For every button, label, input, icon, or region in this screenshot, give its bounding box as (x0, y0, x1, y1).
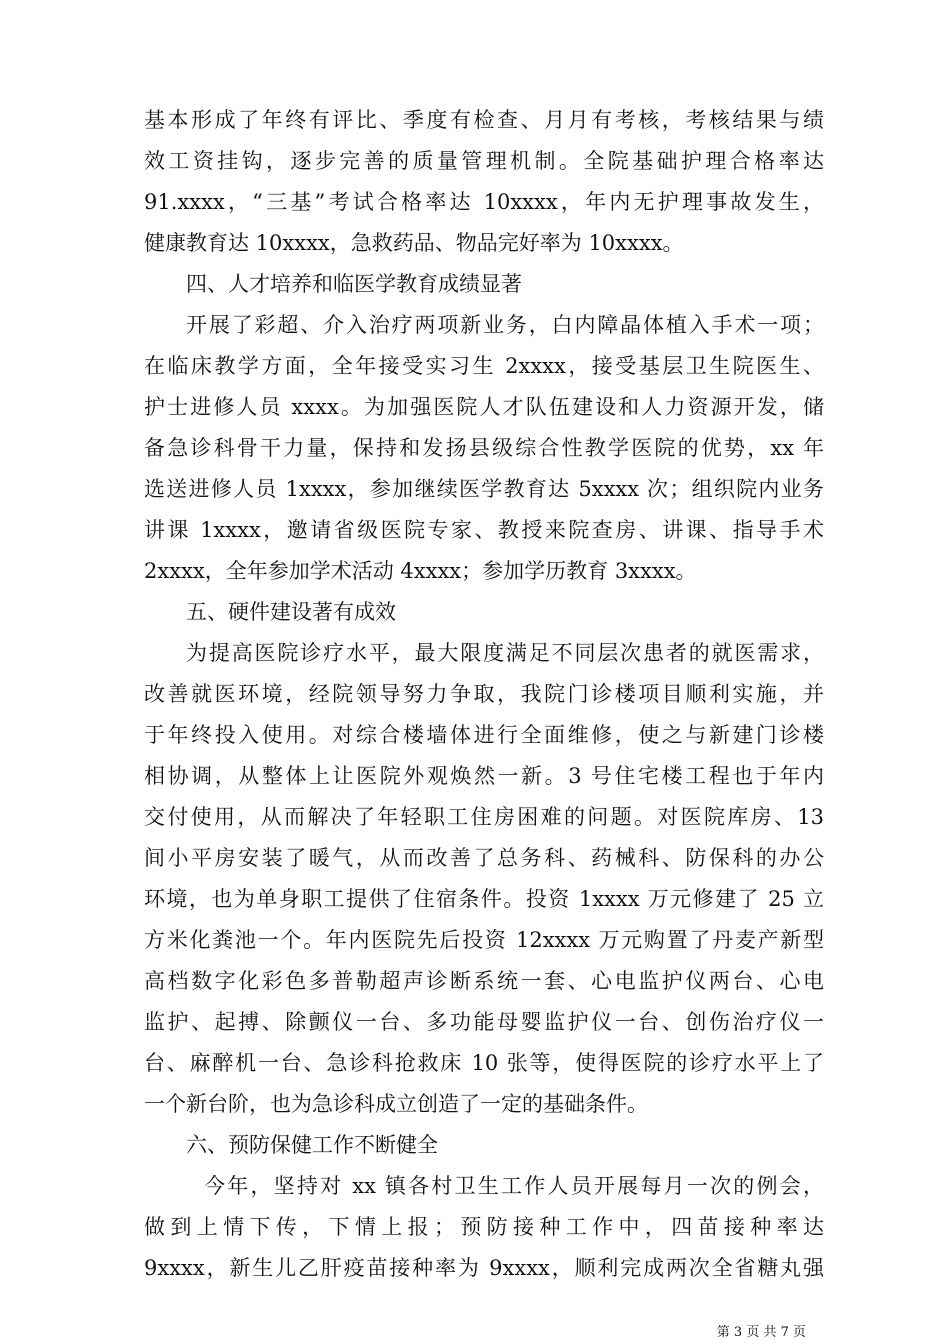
text-line: 相协调，从整体上让医院外观焕然一新。3 号住宅楼工程也于年内 (144, 764, 824, 788)
text-line: 做到上情下传，下情上报；预防接种工作中，四苗接种率达 (144, 1215, 824, 1239)
text-line: 健康教育达 10xxxx，急救药品、物品完好率为 10xxxx。 (144, 231, 684, 255)
text-line: 改善就医环境，经院领导努力争取，我院门诊楼项目顺利实施，并 (144, 682, 824, 706)
text-line: 环境，也为单身职工提供了住宿条件。投资 1xxxx 万元修建了 25 立 (144, 887, 824, 911)
text-line: 在临床教学方面，全年接受实习生 2xxxx，接受基层卫生院医生、 (144, 354, 824, 378)
text-line: 高档数字化彩色多普勒超声诊断系统一套、心电监护仪两台、心电 (144, 969, 824, 993)
page-number-footer: 第 3 页 共 7 页 (716, 1325, 806, 1340)
text-line: 91.xxxx，“三基”考试合格率达 10xxxx，年内无护理事故发生， (144, 190, 824, 214)
text-line: 监护、起搏、除颤仪一台、多功能母婴监护仪一台、创伤治疗仪一 (144, 1010, 824, 1034)
text-line: 于年终投入使用。对综合楼墙体进行全面维修，使之与新建门诊楼 (144, 723, 824, 747)
text-line: 开展了彩超、介入治疗两项新业务，白内障晶体植入手术一项； (186, 313, 824, 337)
text-line: 2xxxx，全年参加学术活动 4xxxx；参加学历教育 3xxxx。 (144, 559, 697, 583)
text-line: 讲课 1xxxx，邀请省级医院专家、教授来院查房、讲课、指导手术 (144, 518, 824, 542)
section-heading: 四、人才培养和临医学教育成绩显著 (186, 272, 522, 296)
text-line: 间小平房安装了暖气，从而改善了总务科、药械科、防保科的办公 (144, 846, 824, 870)
text-line: 护士进修人员 xxxx。为加强医院人才队伍建设和人力资源开发，储 (144, 395, 824, 419)
text-line: 一个新台阶，也为急诊科成立创造了一定的基础条件。 (144, 1092, 648, 1116)
text-line: 方米化粪池一个。年内医院先后投资 12xxxx 万元购置了丹麦产新型 (144, 928, 824, 952)
text-line: 备急诊科骨干力量，保持和发扬县级综合性教学医院的优势，xx 年 (144, 436, 824, 460)
text-line: 选送进修人员 1xxxx，参加继续医学教育达 5xxxx 次；组织院内业务 (144, 477, 824, 501)
text-line: 9xxxx，新生儿乙肝疫苗接种率为 9xxxx，顺利完成两次全省糖丸强 (144, 1256, 824, 1280)
section-heading: 五、硬件建设著有成效 (186, 600, 396, 624)
text-line: 为提高医院诊疗水平，最大限度满足不同层次患者的就医需求， (186, 641, 824, 665)
text-line: 效工资挂钩，逐步完善的质量管理机制。全院基础护理合格率达 (144, 149, 824, 173)
text-line: 今年，坚持对 xx 镇各村卫生工作人员开展每月一次的例会， (204, 1174, 824, 1198)
section-heading: 六、预防保健工作不断健全 (186, 1133, 438, 1157)
text-line: 基本形成了年终有评比、季度有检查、月月有考核，考核结果与绩 (144, 108, 824, 132)
text-line: 台、麻醉机一台、急诊科抢救床 10 张等，使得医院的诊疗水平上了 (144, 1051, 824, 1075)
text-line: 交付使用，从而解决了年轻职工住房困难的问题。对医院库房、13 (144, 805, 824, 829)
